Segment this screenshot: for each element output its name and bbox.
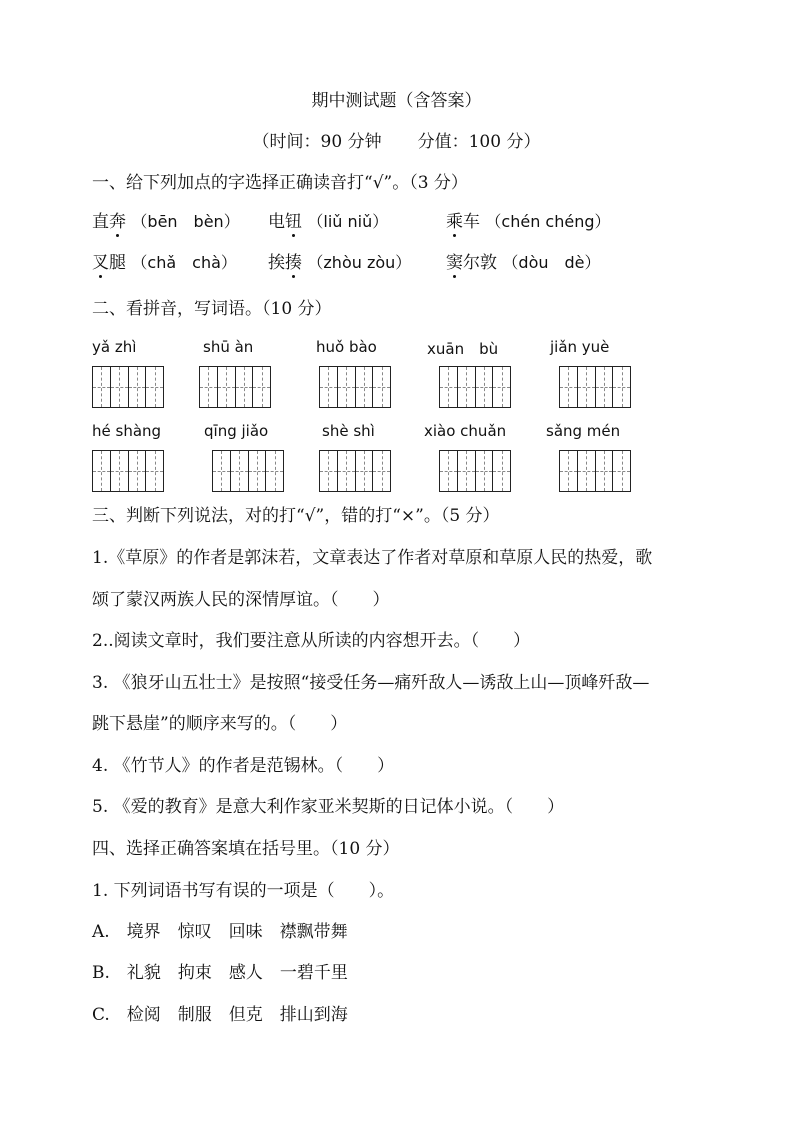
section3-heading: 三、判断下列说法，对的打“√”，错的打“×”。（5 分）: [92, 506, 500, 526]
writing-grid[interactable]: [439, 366, 511, 408]
writing-grid[interactable]: [199, 366, 271, 408]
choice-item-6: 窦尔敦 （dòu dè）: [446, 248, 601, 273]
choice-item-5: 挨揍 （zhòu zòu）: [268, 248, 411, 273]
option-a: A. 境界 惊叹 回味 襟飘带舞: [92, 922, 348, 942]
question-1: 1. 下列词语书写有误的一项是（ ）。: [92, 881, 395, 901]
section2-heading: 二、看拼音，写词语。（10 分）: [92, 299, 332, 319]
writing-grid[interactable]: [212, 450, 284, 492]
pinyin-label: xuān bù: [427, 340, 499, 358]
pinyin-label: hé shàng: [92, 422, 162, 440]
pinyin-label: xiào chuǎn: [424, 422, 507, 440]
page-title: 期中测试题（含答案）: [311, 91, 482, 111]
statement-line: 4. 《竹节人》的作者是范锡林。（ ）: [92, 756, 395, 776]
time-limit: （时间：90 分钟: [252, 132, 382, 152]
section1-heading: 一、给下列加点的字选择正确读音打“√”。（3 分）: [92, 173, 468, 193]
writing-grid[interactable]: [559, 450, 631, 492]
writing-grid[interactable]: [319, 450, 391, 492]
statement-line: 3. 《狼牙山五壮士》是按照“接受任务—痛歼敌人—诱敌上山—顶峰歼敌—: [92, 673, 650, 693]
writing-grid[interactable]: [92, 366, 164, 408]
choice-item-3: 乘车 （chén chéng）: [446, 207, 611, 232]
statement-line: 颂了蒙汉两族人民的深情厚谊。（ ）: [92, 590, 390, 610]
pinyin-label: shè shì: [322, 422, 375, 440]
page-subtitle: [0, 127, 793, 152]
option-c: C. 检阅 制服 但克 排山到海: [92, 1005, 348, 1025]
pinyin-label: yǎ zhì: [92, 338, 137, 356]
writing-grid[interactable]: [559, 366, 631, 408]
statement-line: 2..阅读文章时，我们要注意从所读的内容想开去。（ ）: [92, 631, 531, 651]
statement-line: 跳下悬崖”的顺序来写的。（ ）: [92, 714, 348, 734]
pinyin-label: shū àn: [203, 338, 254, 356]
pinyin-label: sǎng mén: [546, 422, 621, 440]
score-total: 分值：100 分）: [417, 132, 541, 152]
writing-grid[interactable]: [319, 366, 391, 408]
choice-item-2: 电钮 （liǔ niǔ）: [268, 207, 388, 232]
pinyin-label: jiǎn yuè: [550, 338, 610, 356]
writing-grid[interactable]: [92, 450, 164, 492]
pinyin-label: qīng jiǎo: [204, 422, 269, 440]
pinyin-label: huǒ bào: [316, 338, 377, 356]
option-b: B. 礼貌 拘束 感人 一碧千里: [92, 963, 348, 983]
section4-heading: 四、选择正确答案填在括号里。（10 分）: [92, 839, 400, 859]
choice-item-1: 直奔 （bēn bèn）: [92, 207, 240, 232]
writing-grid[interactable]: [439, 450, 511, 492]
statement-line: 1.《草原》的作者是郭沫若，文章表达了作者对草原和草原人民的热爱，歌: [92, 548, 653, 568]
choice-item-4: 叉腿 （chǎ chà）: [92, 248, 237, 273]
statement-line: 5. 《爱的教育》是意大利作家亚米契斯的日记体小说。（ ）: [92, 797, 565, 817]
